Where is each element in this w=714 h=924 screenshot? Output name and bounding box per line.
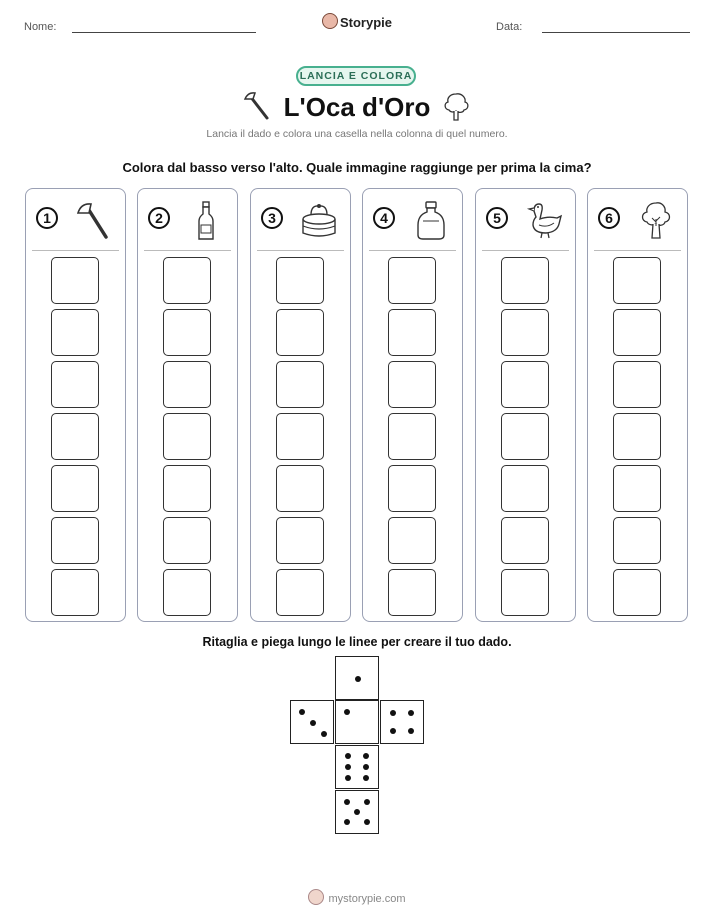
column-divider <box>257 250 344 251</box>
color-cell[interactable] <box>613 361 661 408</box>
color-cell[interactable] <box>501 465 549 512</box>
flask-icon <box>411 199 451 241</box>
column-number: 1 <box>36 207 58 229</box>
tree-icon <box>636 199 676 241</box>
bottle-icon <box>186 199 226 241</box>
color-cell[interactable] <box>276 257 324 304</box>
color-cell[interactable] <box>388 465 436 512</box>
color-cell[interactable] <box>388 517 436 564</box>
column-6 <box>587 188 688 622</box>
color-cell[interactable] <box>276 569 324 616</box>
axe-icon <box>74 199 114 241</box>
color-cell[interactable] <box>276 361 324 408</box>
column-divider <box>144 250 231 251</box>
dice-pip <box>363 753 369 759</box>
dice-pip <box>363 775 369 781</box>
column-5 <box>475 188 576 622</box>
dice-pip <box>363 764 369 770</box>
color-cell[interactable] <box>51 465 99 512</box>
dice-pip <box>321 731 327 737</box>
cake-icon <box>299 199 339 241</box>
color-cell[interactable] <box>163 465 211 512</box>
dice-face-5 <box>335 790 379 834</box>
page-title: L'Oca d'Oro <box>283 92 431 122</box>
dice-pip <box>390 728 396 734</box>
instruction: Colora dal basso verso l'alto. Quale immagine raggiunge per prima la cima? <box>122 160 592 175</box>
dice-pip <box>345 764 351 770</box>
column-3 <box>250 188 351 622</box>
color-cell[interactable] <box>163 361 211 408</box>
cut-instruction: Ritaglia e piega lungo le linee per creare il tuo dado. <box>202 635 512 649</box>
storypie-footer-icon <box>308 889 324 905</box>
subtitle: Lancia il dado e colora una casella nella colonna di quel numero. <box>206 128 508 140</box>
color-cell[interactable] <box>501 257 549 304</box>
color-cell[interactable] <box>388 569 436 616</box>
color-cell[interactable] <box>163 569 211 616</box>
color-cell[interactable] <box>388 257 436 304</box>
activity-badge: LANCIA E COLORA <box>296 66 416 86</box>
color-cell[interactable] <box>501 361 549 408</box>
color-cell[interactable] <box>51 413 99 460</box>
column-1 <box>25 188 126 622</box>
color-cell[interactable] <box>613 309 661 356</box>
color-cell[interactable] <box>51 309 99 356</box>
dice-pip <box>310 720 316 726</box>
color-cell[interactable] <box>388 309 436 356</box>
color-cell[interactable] <box>613 517 661 564</box>
color-cell[interactable] <box>276 465 324 512</box>
dice-pip <box>354 809 360 815</box>
column-4 <box>362 188 463 622</box>
color-cell[interactable] <box>501 413 549 460</box>
column-divider <box>32 250 119 251</box>
color-cell[interactable] <box>163 413 211 460</box>
color-cell[interactable] <box>501 517 549 564</box>
color-cell[interactable] <box>613 465 661 512</box>
dice-pip <box>345 775 351 781</box>
footer <box>0 889 714 905</box>
dice-face-1 <box>335 700 379 744</box>
dice-pip <box>344 709 350 715</box>
dice-pip <box>344 819 350 825</box>
column-number: 5 <box>486 207 508 229</box>
color-cell[interactable] <box>51 569 99 616</box>
dice-pip <box>408 710 414 716</box>
footer-url[interactable]: mystorypie.com <box>328 893 406 905</box>
color-cell[interactable] <box>388 413 436 460</box>
dice-pip <box>364 819 370 825</box>
date-line[interactable] <box>542 32 690 33</box>
dice-face-1 <box>335 656 379 700</box>
color-cell[interactable] <box>613 569 661 616</box>
column-number: 4 <box>373 207 395 229</box>
color-cell[interactable] <box>388 361 436 408</box>
color-cell[interactable] <box>276 413 324 460</box>
dice-pip <box>390 710 396 716</box>
color-cell[interactable] <box>51 517 99 564</box>
dice-pip <box>344 799 350 805</box>
dice-pip <box>355 676 361 682</box>
column-number: 2 <box>148 207 170 229</box>
dice-face-6 <box>335 745 379 789</box>
storypie-logo-icon <box>322 13 338 29</box>
color-cell[interactable] <box>51 361 99 408</box>
color-cell[interactable] <box>163 309 211 356</box>
color-cell[interactable] <box>276 517 324 564</box>
dice-pip <box>299 709 305 715</box>
name-line[interactable] <box>72 32 256 33</box>
color-cell[interactable] <box>276 309 324 356</box>
color-cell[interactable] <box>51 257 99 304</box>
column-number: 6 <box>598 207 620 229</box>
column-divider <box>369 250 456 251</box>
name-label: Nome: <box>24 21 57 33</box>
dice-pip <box>364 799 370 805</box>
dice-face-4 <box>380 700 424 744</box>
color-cell[interactable] <box>163 257 211 304</box>
dice-face-3 <box>290 700 334 744</box>
date-label: Data: <box>496 21 523 33</box>
color-cell[interactable] <box>613 257 661 304</box>
goose-icon <box>524 199 564 241</box>
title-tree-icon <box>440 90 472 122</box>
column-number: 3 <box>261 207 283 229</box>
color-cell[interactable] <box>163 517 211 564</box>
color-cell[interactable] <box>613 413 661 460</box>
brand-name: Storypie <box>339 15 392 30</box>
color-cell[interactable] <box>501 309 549 356</box>
brand-logo <box>0 13 714 30</box>
dice-pip <box>345 753 351 759</box>
dice-pip <box>408 728 414 734</box>
column-divider <box>482 250 569 251</box>
dice-net <box>290 656 426 836</box>
column-2 <box>137 188 238 622</box>
color-cell[interactable] <box>501 569 549 616</box>
column-divider <box>594 250 681 251</box>
